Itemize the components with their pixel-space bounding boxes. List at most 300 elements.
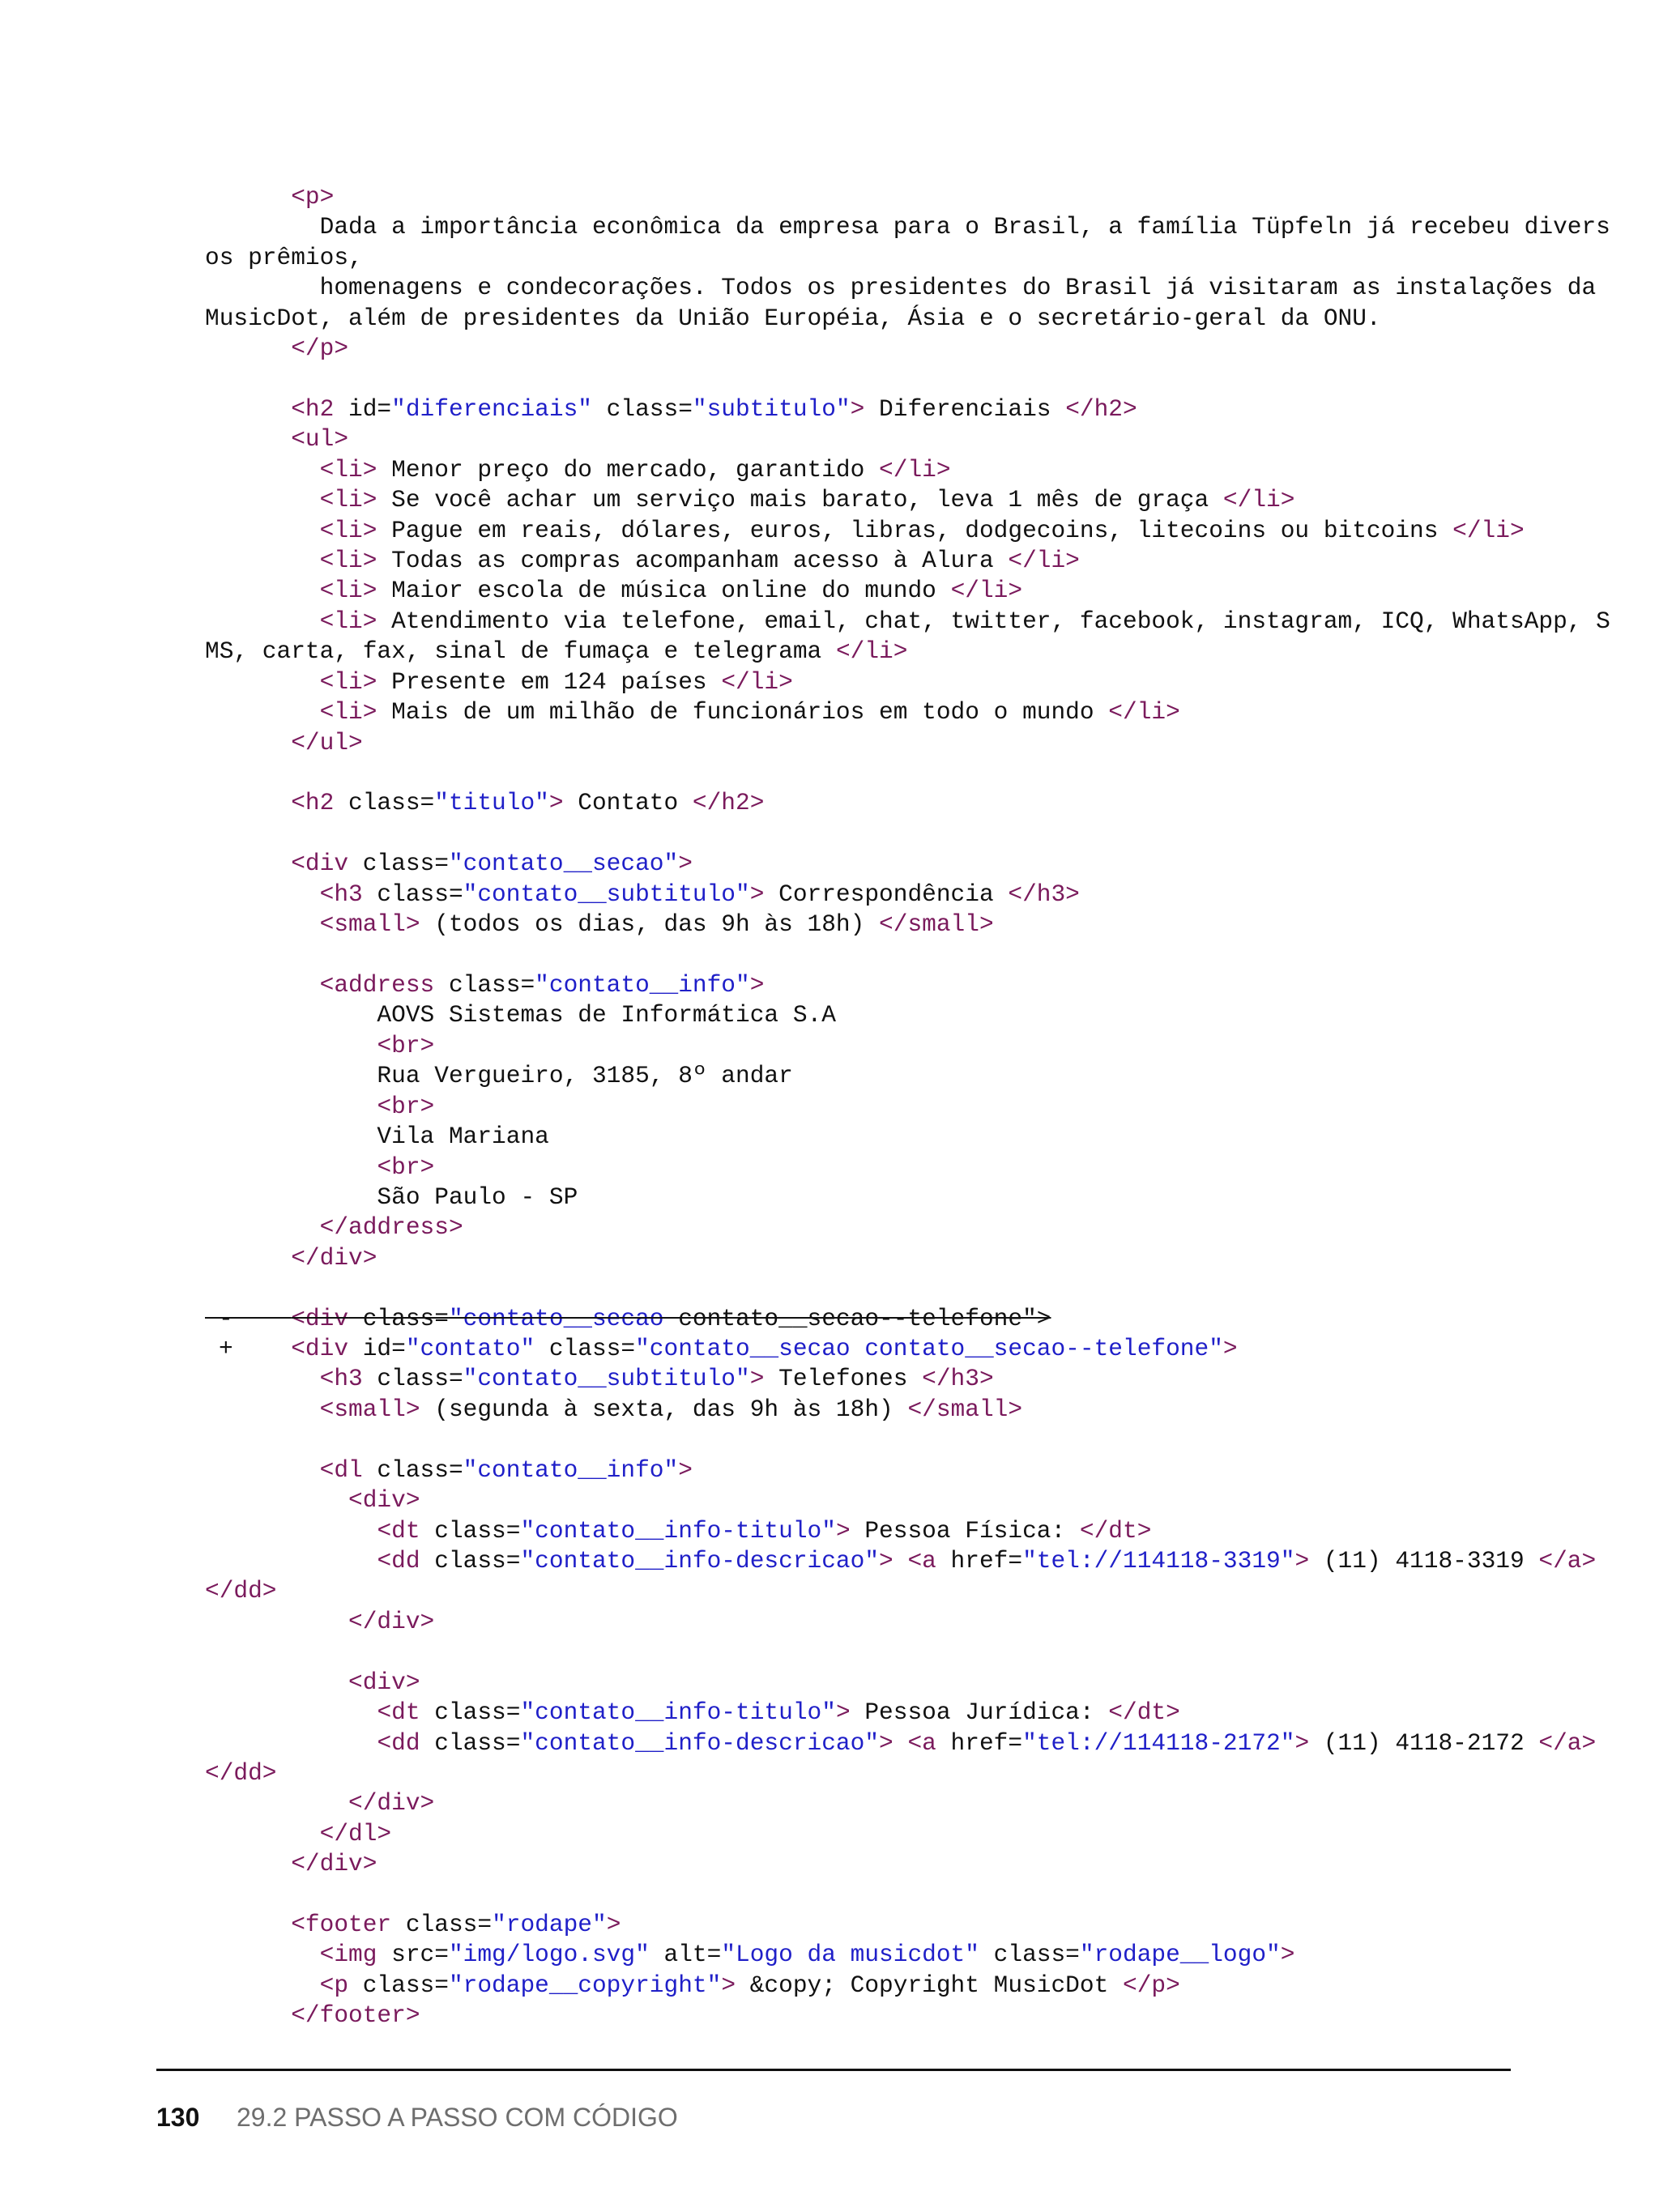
code-text <box>205 1728 1596 1758</box>
code-text-token: AOVS Sistemas de Informática S.A <box>205 1001 836 1029</box>
diff-removed-marker: - <box>219 1304 233 1332</box>
code-value-token: "contato__subtitulo" <box>463 1365 750 1393</box>
code-text-token: Pague em reais, dólares, euros, libras, dodgecoins, litecoins ou bitcoins <box>377 516 1453 544</box>
code-tag-token: > <box>749 880 765 908</box>
code-text <box>205 243 363 273</box>
code-tag-token: </li> <box>1108 698 1180 727</box>
code-text <box>205 1758 277 1788</box>
code-tag-token: > <box>1222 1335 1238 1363</box>
code-tag-token: > <box>1294 1546 1310 1575</box>
code-tag-token: <dt <box>377 1698 420 1727</box>
code-text <box>205 788 764 818</box>
code-tag-token: </h3> <box>922 1365 994 1393</box>
code-line <box>0 758 1659 788</box>
code-text-token: class= <box>979 1941 1080 1969</box>
code-value-token: "contato__info-titulo" <box>520 1516 836 1545</box>
code-line <box>0 1455 1659 1485</box>
code-line <box>0 1364 1659 1394</box>
code-value-token: "contato" <box>405 1335 535 1363</box>
code-text-token: Diferenciais <box>864 394 1066 423</box>
code-text <box>205 697 1180 727</box>
code-text-token <box>893 1729 908 1757</box>
code-text <box>205 1849 377 1879</box>
code-tag-token: > <box>606 1911 621 1939</box>
code-text-token: src= <box>377 1941 449 1969</box>
code-line <box>0 364 1659 394</box>
code-text-token <box>205 1486 348 1514</box>
code-text <box>205 1334 1238 1364</box>
code-text-token <box>205 1911 291 1938</box>
code-tag-token: </p> <box>1123 1971 1180 1999</box>
code-tag-token: </dt> <box>1079 1516 1152 1545</box>
code-tag-token: </div> <box>291 1850 377 1878</box>
code-tag-token: <li> <box>319 486 377 514</box>
code-text-token: (11) 4118-3319 <box>1309 1546 1539 1575</box>
code-text <box>205 516 1525 546</box>
code-text <box>205 546 1080 576</box>
code-text-token: Pessoa Jurídica: <box>850 1698 1109 1727</box>
code-line <box>0 1849 1659 1879</box>
code-value-token: "rodape" <box>492 1911 607 1939</box>
code-text-token: MusicDot, além de presidentes da União Européia, Ásia e o secretário-geral da ONU. <box>205 304 1381 332</box>
code-text-token <box>205 1213 320 1241</box>
code-text <box>205 212 1610 242</box>
code-value-token: "tel://114118-2172" <box>1022 1728 1295 1757</box>
code-text-token <box>205 1305 291 1332</box>
code-tag-token: <div <box>291 1335 349 1363</box>
code-text-token <box>205 1850 291 1877</box>
code-line <box>0 940 1659 970</box>
code-tag-token: </p> <box>291 335 349 363</box>
code-text-token <box>205 850 291 877</box>
code-text <box>205 1910 621 1940</box>
code-text-token: class= <box>362 880 463 908</box>
code-line <box>0 910 1659 940</box>
code-tag-token: <h2 <box>291 394 335 423</box>
code-tag-token: <h3 <box>319 880 363 908</box>
code-text <box>205 607 1610 637</box>
code-text-token: homenagens e condecorações. Todos os presidentes do Brasil já visitaram as instalações da <box>205 274 1597 302</box>
code-text <box>205 424 348 454</box>
code-text-token: Vila Mariana <box>205 1123 549 1151</box>
code-value-token: "contato__secao <box>448 1304 664 1332</box>
code-line <box>0 576 1659 606</box>
code-tag-token: <li> <box>319 547 377 575</box>
code-listing <box>0 182 1659 2031</box>
code-text-token <box>205 1032 377 1059</box>
code-tag-token: <li> <box>319 607 377 635</box>
code-text <box>205 1546 1596 1576</box>
diff-added-marker: + <box>219 1335 233 1363</box>
code-line <box>0 304 1659 334</box>
code-text-token <box>205 1456 320 1484</box>
code-line <box>0 455 1659 485</box>
code-value-token: "contato__info-descricao" <box>520 1546 880 1575</box>
code-tag-token: </div> <box>348 1789 435 1818</box>
code-text-token: href= <box>936 1728 1023 1757</box>
code-text-token: Mais de um milhão de funcionários em todo o mundo <box>377 698 1109 727</box>
code-tag-token: <h2 <box>291 789 335 817</box>
code-text-token <box>205 698 320 726</box>
code-text <box>205 1000 836 1030</box>
code-text <box>205 485 1294 515</box>
code-text <box>205 637 907 667</box>
code-text-token <box>205 1093 377 1120</box>
code-tag-token: <a <box>907 1546 936 1575</box>
code-text-token: Maior escola de música online do mundo <box>377 577 951 605</box>
code-line <box>0 849 1659 879</box>
code-line <box>0 1880 1659 1910</box>
code-tag-token: <li> <box>319 577 377 605</box>
code-text <box>205 728 363 758</box>
code-text-token <box>205 335 291 362</box>
code-tag-token: <small> <box>319 1395 420 1423</box>
code-line <box>0 546 1659 576</box>
code-text <box>205 1455 693 1485</box>
code-tag-token: > <box>749 1365 765 1393</box>
code-text-token: Telefones <box>764 1365 923 1393</box>
code-text-token: MS, carta, fax, sinal de fumaça e telegrama <box>205 637 836 666</box>
code-text-token <box>205 1396 320 1423</box>
code-text <box>205 455 951 485</box>
code-text <box>205 576 1022 606</box>
code-tag-token: </small> <box>907 1395 1023 1423</box>
code-tag-token: <small> <box>319 910 420 939</box>
code-tag-token: </li> <box>879 455 951 484</box>
code-text-token <box>205 1335 291 1362</box>
code-text <box>205 2001 420 2031</box>
code-line <box>0 1273 1659 1303</box>
code-tag-token: <dd <box>377 1546 420 1575</box>
code-tag-token: > <box>721 1971 736 1999</box>
code-line <box>0 334 1659 364</box>
code-tag-token: </dt> <box>1108 1698 1180 1727</box>
code-text <box>205 1395 1022 1425</box>
code-text-token: Se você achar um serviço mais barato, leva 1 mês de graça <box>377 486 1223 514</box>
code-line <box>0 1940 1659 1970</box>
code-value-token: "contato__info-titulo" <box>520 1698 836 1727</box>
code-text <box>205 1971 1180 2001</box>
code-text <box>205 1153 434 1183</box>
code-text-token: class= <box>334 789 435 817</box>
code-line <box>0 273 1659 303</box>
code-value-token: "diferenciais" <box>391 394 592 423</box>
code-text-token <box>205 1608 348 1635</box>
code-tag-token: > <box>678 1455 693 1484</box>
code-text-token: class= <box>420 1546 521 1575</box>
code-text <box>205 1576 277 1606</box>
code-text-token: Contato <box>563 789 693 817</box>
code-line <box>0 1698 1659 1728</box>
code-text-token: class= <box>362 1365 463 1393</box>
code-tag-token: </li> <box>835 637 908 666</box>
code-line <box>0 1092 1659 1122</box>
code-line <box>0 1728 1659 1758</box>
code-text-token: (segunda à sexta, das 9h às 18h) <box>420 1395 908 1423</box>
running-head-section-title: 29.2 PASSO A PASSO COM CÓDIGO <box>237 2103 678 2132</box>
code-text-token: &copy; Copyright MusicDot <box>736 1971 1123 1999</box>
code-line <box>0 2001 1659 2031</box>
code-value-token: "tel://114118-3319" <box>1022 1546 1295 1575</box>
code-line <box>0 880 1659 910</box>
code-text-token <box>205 910 320 938</box>
code-text-token: class= <box>362 1455 463 1484</box>
code-line <box>0 516 1659 546</box>
code-line <box>0 1637 1659 1667</box>
code-value-token: "contato__subtitulo" <box>463 880 750 908</box>
code-text-token: Todas as compras acompanham acesso à Alura <box>377 547 1009 575</box>
code-tag-token: > <box>1294 1728 1310 1757</box>
code-tag-token: <br> <box>377 1031 435 1059</box>
code-value-token: "titulo" <box>434 789 549 817</box>
code-text-token: class= <box>391 1911 493 1939</box>
code-tag-token: > <box>879 1546 893 1575</box>
code-tag-token: > <box>835 1698 851 1727</box>
code-line <box>0 1213 1659 1242</box>
code-tag-token: > <box>548 789 564 817</box>
code-line <box>0 1971 1659 2001</box>
code-text-token: os prêmios, <box>205 243 363 271</box>
code-tag-token: </li> <box>1452 516 1525 544</box>
code-text-token <box>205 183 291 211</box>
code-tag-token: </small> <box>879 910 994 939</box>
code-tag-token: <a <box>907 1728 936 1757</box>
code-text-token: Atendimento via telefone, email, chat, twitter, facebook, instagram, ICQ, WhatsApp, S <box>377 607 1610 635</box>
code-tag-token: <p> <box>291 183 335 211</box>
code-text-token <box>205 577 320 604</box>
code-text-token <box>205 668 320 696</box>
code-line <box>0 1668 1659 1698</box>
code-text-token <box>205 456 320 484</box>
code-tag-token: <li> <box>319 455 377 484</box>
code-text-token: (todos os dias, das 9h às 18h) <box>420 910 880 939</box>
code-text <box>205 667 793 697</box>
code-text <box>205 1364 994 1394</box>
code-tag-token: </li> <box>1008 547 1080 575</box>
code-text <box>205 1698 1180 1728</box>
code-tag-token: </div> <box>348 1607 435 1635</box>
code-tag-token: > <box>879 1728 893 1757</box>
code-text-token <box>205 1729 377 1757</box>
code-line <box>0 1031 1659 1061</box>
code-text-token: id= <box>334 394 392 423</box>
code-text <box>205 910 994 940</box>
code-value-token: "contato__info" <box>463 1455 679 1484</box>
code-tag-token: <dd <box>377 1728 420 1757</box>
code-line <box>0 637 1659 667</box>
code-line <box>0 1546 1659 1576</box>
code-tag-token: <div <box>291 850 349 878</box>
code-text-token <box>205 1244 291 1272</box>
code-tag-token: > <box>835 1516 851 1545</box>
code-text <box>205 1031 434 1061</box>
code-text-token <box>205 880 320 908</box>
code-text-token: Correspondência <box>764 880 1009 908</box>
code-line <box>0 1061 1659 1091</box>
code-text-token: class= <box>591 394 693 423</box>
code-tag-token: <p <box>319 1971 349 1999</box>
code-tag-token: <div> <box>348 1668 420 1696</box>
code-value-token: "img/logo.svg" <box>448 1941 650 1969</box>
code-text-token: href= <box>936 1546 1023 1575</box>
code-tag-token: <dl <box>319 1455 363 1484</box>
code-text-token <box>205 971 320 999</box>
code-tag-token: <dt <box>377 1516 420 1545</box>
code-value-token: "rodape__copyright" <box>448 1971 722 1999</box>
code-tag-token: <li> <box>319 516 377 544</box>
code-line <box>0 1607 1659 1637</box>
code-tag-token: <li> <box>319 667 377 696</box>
code-line <box>0 1758 1659 1788</box>
code-text <box>205 1061 793 1091</box>
code-text-token <box>893 1547 908 1575</box>
code-text-token <box>205 789 291 816</box>
code-text-token <box>205 395 291 423</box>
code-tag-token: > <box>678 850 693 878</box>
code-tag-token: </address> <box>319 1213 463 1242</box>
code-text <box>205 1092 434 1122</box>
code-text-token: class= <box>348 1304 449 1332</box>
code-text-token: Pessoa Física: <box>850 1516 1080 1545</box>
code-tag-token: <footer <box>291 1911 392 1939</box>
code-text-token <box>205 517 320 544</box>
code-text-token <box>205 1971 320 1999</box>
code-text-token <box>205 1153 377 1181</box>
code-text <box>205 1668 420 1698</box>
code-text-token <box>205 1669 348 1696</box>
code-line <box>0 243 1659 273</box>
code-line <box>0 1000 1659 1030</box>
code-value-token: "contato__secao contato__secao--telefone" <box>635 1335 1223 1363</box>
code-text-token: Presente em 124 países <box>377 667 722 696</box>
code-line <box>0 212 1659 242</box>
code-tag-token: </dd> <box>205 1577 277 1605</box>
code-tag-token: <div <box>291 1304 349 1332</box>
code-text-token: Rua Vergueiro, 3185, 8º andar <box>205 1062 793 1090</box>
code-tag-token: </h2> <box>692 789 765 817</box>
code-tag-token: <div> <box>348 1486 420 1515</box>
code-text-token <box>205 607 320 635</box>
code-value-token: "contato__secao" <box>448 850 679 878</box>
code-text <box>205 880 1080 910</box>
code-line <box>0 1395 1659 1425</box>
code-line <box>0 788 1659 818</box>
code-text <box>205 1516 1151 1546</box>
code-text <box>205 849 693 879</box>
code-text-token: class= <box>420 1728 521 1757</box>
code-value-token: "rodape__logo" <box>1079 1941 1281 1969</box>
code-line <box>0 1788 1659 1818</box>
code-tag-token: <li> <box>319 698 377 727</box>
code-tag-token: </h3> <box>1008 880 1080 908</box>
code-text-token: class= <box>348 1971 449 1999</box>
code-text <box>205 1788 434 1818</box>
code-line <box>0 667 1659 697</box>
code-text-token: class= <box>348 850 449 878</box>
code-text-removed <box>205 1304 1051 1334</box>
code-text-token: (11) 4118-2172 <box>1309 1728 1539 1757</box>
code-text <box>205 182 334 212</box>
code-line <box>0 1334 1659 1364</box>
code-text <box>205 970 764 1000</box>
code-tag-token: </li> <box>950 577 1023 605</box>
code-line <box>0 1485 1659 1515</box>
code-line <box>0 1425 1659 1455</box>
code-text-token <box>205 729 291 757</box>
code-text-token <box>205 486 320 514</box>
code-tag-token: <ul> <box>291 425 349 454</box>
code-text-token <box>205 1517 377 1545</box>
code-tag-token: </h2> <box>1065 394 1137 423</box>
code-text-token: class= <box>420 1516 521 1545</box>
code-tag-token: </a> <box>1538 1546 1597 1575</box>
code-tag-token: </dd> <box>205 1758 277 1787</box>
code-line <box>0 1910 1659 1940</box>
code-text-token <box>205 1547 377 1575</box>
code-value-token: "subtitulo" <box>692 394 851 423</box>
code-value-token: "contato__info" <box>535 970 750 999</box>
code-tag-token: > <box>1280 1941 1295 1969</box>
code-text-token: class= <box>434 970 535 999</box>
code-line <box>0 182 1659 212</box>
code-text <box>205 273 1596 303</box>
code-text-token <box>205 425 291 453</box>
code-line <box>0 1153 1659 1183</box>
code-text-token: contato__secao--telefone"> <box>663 1304 1051 1332</box>
code-text-token: class= <box>535 1335 636 1363</box>
code-text <box>205 1243 377 1273</box>
code-text <box>205 1213 463 1242</box>
code-text-token <box>205 1698 377 1726</box>
code-text <box>205 334 348 364</box>
code-line <box>0 394 1659 424</box>
code-value-token: "contato__info-descricao" <box>520 1728 880 1757</box>
code-text-token <box>205 1941 320 1968</box>
code-text-token <box>205 547 320 574</box>
code-text-token <box>205 1820 320 1848</box>
code-tag-token: </li> <box>721 667 793 696</box>
code-value-token: "Logo da musicdot" <box>721 1941 979 1969</box>
code-tag-token: </div> <box>291 1243 377 1272</box>
code-tag-token: </footer> <box>291 2001 420 2030</box>
code-text-token: alt= <box>649 1941 722 1969</box>
code-line <box>0 424 1659 454</box>
code-tag-token: </a> <box>1538 1728 1597 1757</box>
code-line <box>0 1576 1659 1606</box>
code-line <box>0 1122 1659 1152</box>
code-text-token: Dada a importância econômica da empresa para o Brasil, a família Tüpfeln já recebeu divers <box>205 213 1610 241</box>
code-tag-token: <br> <box>377 1153 435 1181</box>
code-text <box>205 1940 1294 1970</box>
code-line <box>0 485 1659 515</box>
code-text-token: Menor preço do mercado, garantido <box>377 455 880 484</box>
code-tag-token: </ul> <box>291 728 363 757</box>
code-text <box>205 1122 549 1152</box>
code-line <box>0 1516 1659 1546</box>
code-text <box>205 1607 434 1637</box>
code-text-token <box>205 1365 320 1392</box>
code-text <box>205 304 1381 334</box>
code-text <box>205 1819 391 1849</box>
code-tag-token: </dl> <box>319 1819 392 1848</box>
code-text-token: class= <box>420 1698 521 1727</box>
code-tag-token: <h3 <box>319 1365 363 1393</box>
code-line <box>0 970 1659 1000</box>
code-line <box>0 819 1659 849</box>
code-text <box>205 1485 420 1515</box>
code-line <box>0 1183 1659 1213</box>
code-line <box>0 607 1659 637</box>
